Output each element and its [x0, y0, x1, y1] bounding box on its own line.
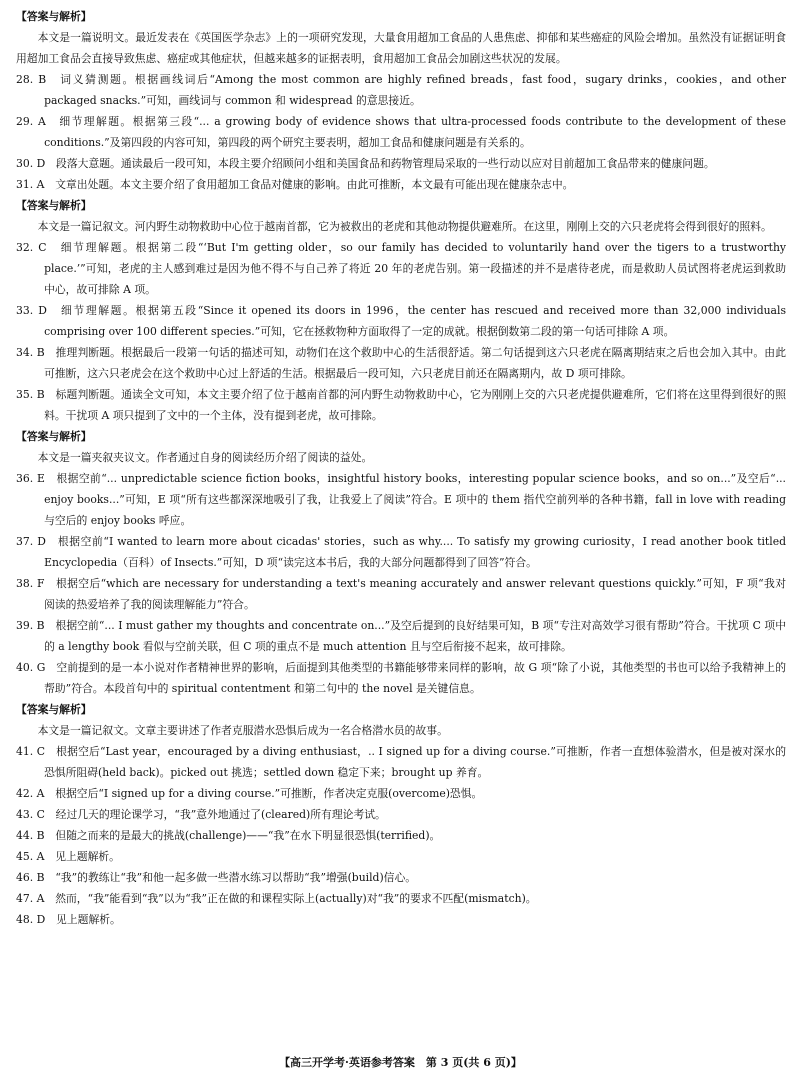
page-footer: 【高三开学考·英语参考答案 第 3 页(共 6 页)】	[279, 1056, 522, 1069]
section-heading: 【答案与解析】	[16, 10, 92, 23]
passage-summary: 本文是一篇记叙文。河内野生动物救助中心位于越南首都，它为被救出的老虎和其他动物提供避难所。在这里，刚刚上交的六只老虎将会得到很好的照料。	[37, 220, 772, 233]
answer-item: 36. E 根据空前“... unpredictable science fiction books，insightful history books，interesting popular science books，and so on...”及空后“... enjoy books...”可知，E 项“所有这些都深深地吸引了我，让我爱上了阅读”符合。E 项中的 them 指代空前列举的各种书籍，fall in love with reading 与空后的 enjoy books 呼应。	[16, 472, 786, 527]
answer-item: 35. B 标题判断题。通读全文可知，本文主要介绍了位于越南首都的河内野生动物救助中心，它为刚刚上交的六只老虎提供避难所，它们将在这里得到很好的照料。干扰项 A 项只提到了文中的一个主体，没有提到老虎，故可排除。	[16, 388, 786, 422]
section-heading: 【答案与解析】	[16, 199, 92, 212]
answer-item: 43. C 经过几天的理论课学习，“我”意外地通过了(cleared)所有理论考试。	[16, 808, 386, 821]
section-heading: 【答案与解析】	[16, 430, 92, 443]
answer-item: 29. A 细节理解题。根据第三段“... a growing body of evidence shows that ultra-processed foods contribute to the development of these conditions.”及第四段的内容可知，第四段的两个研究主要表明，超加工食品和健康问题是有关系的。	[16, 115, 786, 149]
answer-item: 45. A 见上题解析。	[16, 850, 120, 863]
passage-summary: 本文是一篇说明文。最近发表在《英国医学杂志》上的一项研究发现，大量食用超加工食品的人患焦虑、抑郁和某些癌症的风险会增加。虽然没有证据证明食用超加工食品会直接导致焦虑、癌症或其他症状，但越来越多的证据表明，食用超加工食品会加剧这些状况的发展。	[16, 31, 786, 65]
passage-summary: 本文是一篇夹叙夹议文。作者通过自身的阅读经历介绍了阅读的益处。	[37, 451, 373, 464]
answer-item: 32. C 细节理解题。根据第二段“‘But I'm getting older，so our family has decided to voluntarily hand over the tigers to a trustworthy place.’”可知，老虎的主人感到难过是因为他不得不与自己养了将近 20 年的老虎告别。第一段描述的并不是虐待老虎，而是救助人员试图将老虎运到救助中心，故可排除 A 项。	[16, 241, 786, 296]
answer-item: 28. B 词义猜测题。根据画线词后“Among the most common are highly refined breads，fast food，sugary drinks，cookies，and other packaged snacks.”可知，画线词与 common 和 widespread 的意思接近。	[16, 73, 786, 107]
answer-item: 41. C 根据空后“Last year，encouraged by a diving enthusiast，.. I signed up for a diving course.”可推断，作者一直想体验潜水，但是被对深水的恐惧所阻碍(held back)。picked out 挑选；settled down 稳定下来；brought up 养育。	[16, 745, 786, 779]
passage-summary: 本文是一篇记叙文。文章主要讲述了作者克服潜水恐惧后成为一名合格潜水员的故事。	[37, 724, 448, 737]
answer-item: 46. B “我”的教练让“我”和他一起多做一些潜水练习以帮助“我”增强(build)信心。	[16, 871, 417, 884]
answer-item: 40. G 空前提到的是一本小说对作者精神世界的影响，后面提到其他类型的书籍能够带来同样的影响，故 G 项“除了小说，其他类型的书也可以给予我精神上的帮助”符合。本段首句中的 spiritual contentment 和第二句中的 the novel 是关键信息。	[16, 661, 786, 695]
answer-item: 42. A 根据空后“I signed up for a diving course.”可推断，作者决定克服(overcome)恐惧。	[16, 787, 483, 800]
answer-item: 31. A 文章出处题。本文主要介绍了食用超加工食品对健康的影响。由此可推断，本文最有可能出现在健康杂志中。	[16, 178, 574, 191]
answer-item: 47. A 然而，“我”能看到“我”以为“我”正在做的和课程实际上(actually)对“我”的要求不匹配(mismatch)。	[16, 892, 537, 905]
answer-item: 30. D 段落大意题。通读最后一段可知，本段主要介绍顾问小组和美国食品和药物管理局采取的一些行动以应对目前超加工食品带来的健康问题。	[16, 157, 715, 170]
section-heading: 【答案与解析】	[16, 703, 92, 716]
answer-item: 34. B 推理判断题。根据最后一段第一句话的描述可知，动物们在这个救助中心的生活很舒适。第二句话提到这六只老虎在隔离期结束之后也会加入其中。由此可推断，这六只老虎会在这个救助中心过上舒适的生活。根据最后一段可知，六只老虎目前还在隔离期内，故 D 项可排除。	[16, 346, 786, 380]
answer-item: 33. D 细节理解题。根据第五段“Since it opened its doors in 1996，the center has rescued and received more than 32,000 individuals comprising over 100 different species.”可知，它在拯救物种方面取得了一定的成就。根据倒数第二段的第一句话可排除 A 项。	[16, 304, 786, 338]
answer-item: 44. B 但随之而来的是最大的挑战(challenge)——“我”在水下明显很恐惧(terrified)。	[16, 829, 441, 842]
answer-item: 39. B 根据空前“... I must gather my thoughts and concentrate on...”及空后提到的良好结果可知，B 项“专注对高效学习很有帮助”符合。干扰项 C 项中的 a lengthy book 看似与空前关联，但 C 项的重点不是 much attention 且与空后衔接不起来，故可排除。	[16, 619, 786, 653]
answer-item: 48. D 见上题解析。	[16, 913, 121, 926]
answer-item: 38. F 根据空后“which are necessary for understanding a text's meaning accurately and answer relevant questions quickly.”可知，F 项“我对阅读的热爱培养了我的阅读理解能力”符合。	[16, 577, 786, 611]
answer-key-body	[16, 6, 786, 930]
answer-item: 37. D 根据空前“I wanted to learn more about cicadas' stories，such as why.... To satisfy my growing curiosity，I read another book titled Encyclopedia（百科）of Insects.”可知，D 项“读完这本书后，我的大部分问题都得到了回答”符合。	[16, 535, 786, 569]
